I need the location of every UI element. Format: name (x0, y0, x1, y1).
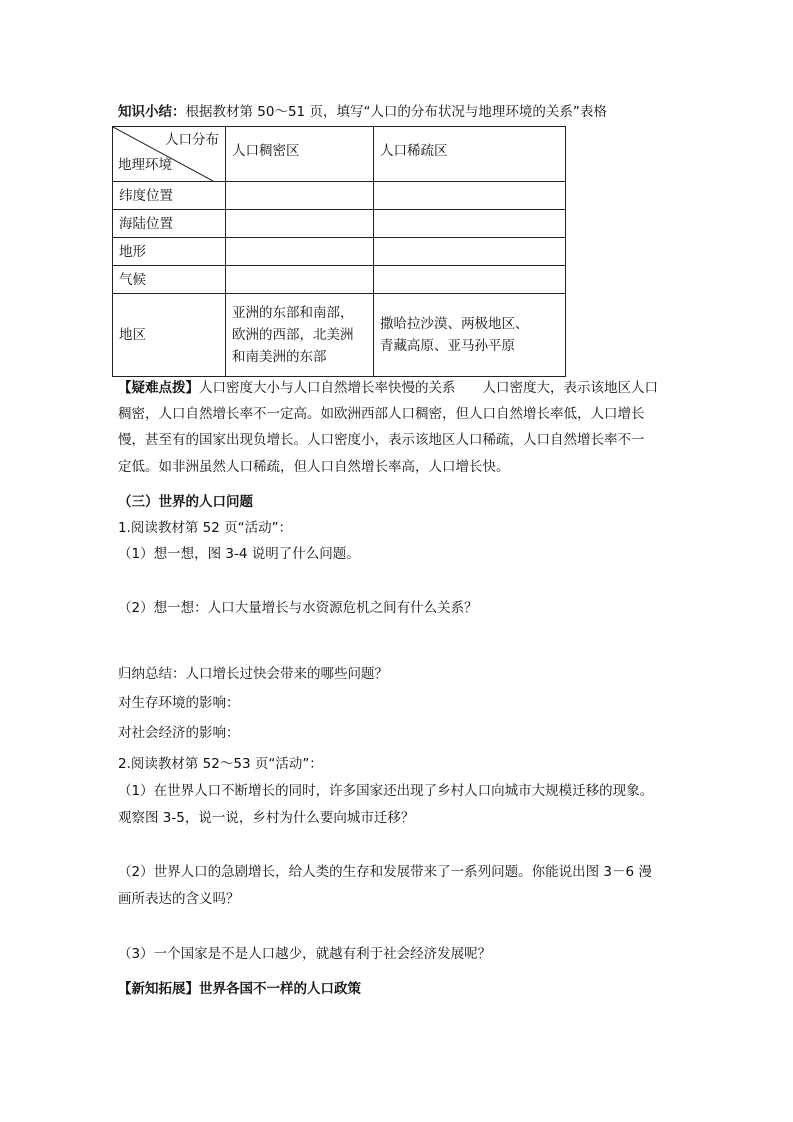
dense-cell[interactable] (226, 210, 374, 238)
summary-heading (118, 102, 607, 122)
sparse-cell[interactable] (374, 182, 566, 210)
dense-region-line: 和南美洲的东部 (232, 349, 327, 365)
table-row-region (113, 294, 566, 377)
economy-impact-label: 对社会经济的影响： (118, 725, 240, 741)
row-label: 海陆位置 (113, 210, 226, 238)
column-header-sparse: 人口稀疏区 (374, 127, 566, 182)
row-label: 地形 (113, 238, 226, 266)
sparse-cell[interactable] (374, 210, 566, 238)
question-text: 画所表达的含义吗？ (118, 891, 240, 907)
population-distribution-table (112, 126, 566, 377)
difficulty-line: 定低。如非洲虽然人口稀疏，但人口自然增长率高，人口增长快。 (118, 459, 510, 475)
diagonal-header-cell (113, 127, 226, 182)
table-row (113, 266, 566, 294)
row-label: 纬度位置 (113, 182, 226, 210)
question-text: （1）在世界人口不断增长的同时，许多国家还出现了乡村人口向城市大规模迁移的现象。 (118, 783, 654, 799)
sparse-region-line: 撒哈拉沙漠、两极地区、 (380, 316, 529, 332)
question-text: 观察图 3-5，说一说，乡村为什么要向城市迁移？ (118, 810, 415, 826)
dense-cell[interactable] (226, 266, 374, 294)
question-text: （1）想一想，图 3-4 说明了什么问题。 (118, 546, 360, 562)
sparse-cell[interactable] (374, 266, 566, 294)
difficulty-line: 稠密，人口自然增长率不一定高。如欧洲西部人口稠密，但人口自然增长率低，人口增长 (118, 406, 645, 422)
difficulty-text: 人口密度大小与人口自然增长率快慢的关系 人口密度大，表示该地区人口 (199, 380, 658, 396)
question-text: （2）世界人口的急剧增长，给人类的生存和发展带来了一系列问题。你能说出图 3－6 漫 (118, 864, 652, 880)
diagonal-bottom-label: 地理环境 (118, 157, 172, 173)
sparse-cell[interactable] (374, 238, 566, 266)
table-row (113, 238, 566, 266)
conclusion-text: 归纳总结：人口增长过快会带来的哪些问题？ (118, 666, 388, 682)
difficulty-line (118, 378, 658, 398)
table-row (113, 210, 566, 238)
dense-cell[interactable] (226, 238, 374, 266)
sparse-region-line: 青藏高原、亚马孙平原 (380, 338, 515, 354)
section-title: （三）世界的人口问题 (118, 494, 253, 510)
table-row (113, 182, 566, 210)
expand-title: 【新知拓展】世界各国不一样的人口政策 (118, 981, 361, 997)
question-intro: 2.阅读教材第 52～53 页“活动”： (118, 756, 323, 772)
dense-region-cell (226, 294, 374, 377)
question-text: （2）想一想：人口大量增长与水资源危机之间有什么关系？ (118, 600, 478, 616)
dense-region-line: 亚洲的东部和南部， (232, 305, 354, 321)
question-text: （3）一个国家是不是人口越少，就越有利于社会经济发展呢？ (118, 946, 492, 962)
table-header-row (113, 127, 566, 182)
question-intro: 1.阅读教材第 52 页“活动”： (118, 520, 293, 536)
dense-region-line: 欧洲的西部，北美洲 (232, 327, 354, 343)
difficulty-tag: 【疑难点拨】 (118, 380, 199, 396)
difficulty-line: 慢，甚至有的国家出现负增长。人口密度小，表示该地区人口稀疏，人口自然增长率不一 (118, 432, 645, 448)
row-label: 地区 (113, 294, 226, 377)
environment-impact-label: 对生存环境的影响： (118, 695, 240, 711)
diagonal-top-label: 人口分布 (165, 132, 219, 148)
sparse-region-cell (374, 294, 566, 377)
summary-prefix: 知识小结： (118, 104, 186, 120)
summary-text: 根据教材第 50～51 页，填写“人口的分布状况与地理环境的关系”表格 (185, 104, 607, 120)
column-header-dense: 人口稠密区 (226, 127, 374, 182)
row-label: 气候 (113, 266, 226, 294)
dense-cell[interactable] (226, 182, 374, 210)
